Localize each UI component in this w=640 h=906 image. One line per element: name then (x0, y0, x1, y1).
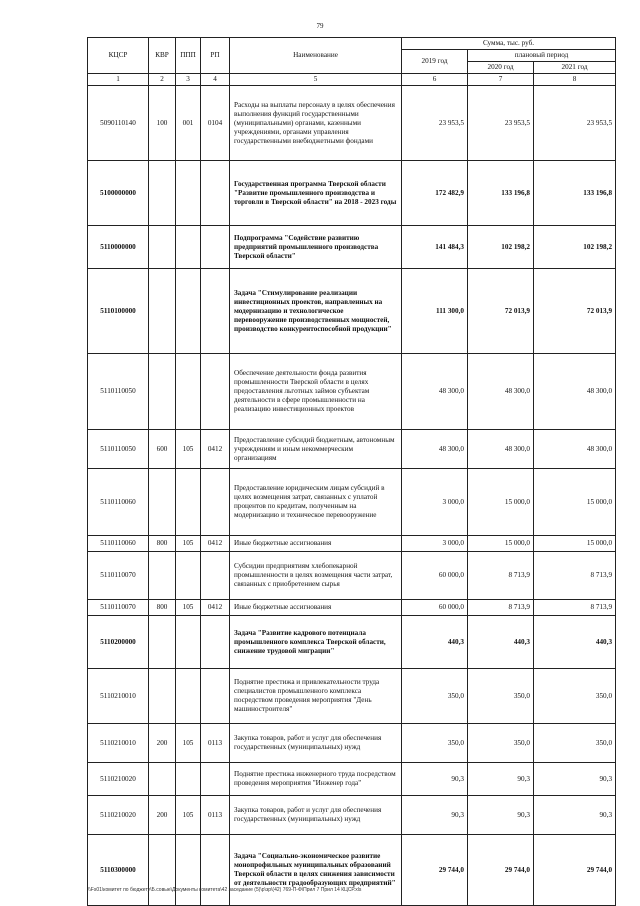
name-cell: Государственная программа Тверской области "Развитие промышленного производства и торговли в Тверской области" на 2018 - 2023 годы (230, 161, 402, 226)
name-cell: Иные бюджетные ассигнования (230, 600, 402, 616)
value-2021-cell: 102 198,2 (534, 226, 616, 269)
name-cell: Предоставление юридическим лицам субсидий в целях возмещения затрат, связанных с уплатой процентов по кредитам, полученным на модернизацию и техническое перевооружение (230, 469, 402, 536)
col-num: 2 (149, 74, 176, 86)
rp-cell (201, 469, 230, 536)
value-2021-cell: 440,3 (534, 616, 616, 669)
kcsr-cell: 5110110070 (88, 552, 149, 600)
value-2019-cell: 60 000,0 (402, 600, 468, 616)
value-2021-cell: 23 953,5 (534, 86, 616, 161)
kcsr-cell: 5110110060 (88, 536, 149, 552)
value-2019-cell: 440,3 (402, 616, 468, 669)
kvr-cell: 600 (149, 430, 176, 469)
value-2020-cell: 48 300,0 (468, 430, 534, 469)
name-cell: Обеспечение деятельности фонда развития промышленности Тверской области в целях предоставления льготных займов субъектам деятельности в сфере промышленности на реализацию инвестиционных проектов (230, 354, 402, 430)
value-2020-cell: 350,0 (468, 724, 534, 763)
col-num: 4 (201, 74, 230, 86)
value-2021-cell: 90,3 (534, 796, 616, 835)
name-cell: Иные бюджетные ассигнования (230, 536, 402, 552)
col-num: 1 (88, 74, 149, 86)
value-2019-cell: 60 000,0 (402, 552, 468, 600)
name-cell: Предоставление субсидий бюджетным, автономным учреждениям и иным некоммерческим организациям (230, 430, 402, 469)
name-cell: Подпрограмма "Содействие развитию предприятий промышленного производства Тверской области" (230, 226, 402, 269)
rp-cell (201, 835, 230, 906)
col-num: 6 (402, 74, 468, 86)
table-row (88, 161, 616, 226)
name-cell: Поднятие престижа инженерного труда посредством проведения мероприятия "Инженер года" (230, 763, 402, 796)
value-2020-cell: 102 198,2 (468, 226, 534, 269)
value-2020-cell: 350,0 (468, 669, 534, 724)
name-cell: Поднятие престижа и привлекательности труда специалистов промышленного комплекса посредством проведения мероприятия "День машиностроителя" (230, 669, 402, 724)
kcsr-cell: 5090110140 (88, 86, 149, 161)
value-2019-cell: 29 744,0 (402, 835, 468, 906)
value-2020-cell: 29 744,0 (468, 835, 534, 906)
kvr-cell (149, 552, 176, 600)
value-2021-cell: 29 744,0 (534, 835, 616, 906)
value-2020-cell: 8 713,9 (468, 600, 534, 616)
kcsr-cell: 5110110070 (88, 600, 149, 616)
value-2021-cell: 133 196,8 (534, 161, 616, 226)
kcsr-cell: 5110200000 (88, 616, 149, 669)
kvr-cell (149, 269, 176, 354)
col-num: 5 (230, 74, 402, 86)
value-2020-cell: 133 196,8 (468, 161, 534, 226)
kvr-cell: 800 (149, 600, 176, 616)
table-row (88, 796, 616, 835)
kcsr-cell: 5110110050 (88, 354, 149, 430)
kcsr-cell: 5110110050 (88, 430, 149, 469)
rp-cell: 0412 (201, 600, 230, 616)
value-2020-cell: 48 300,0 (468, 354, 534, 430)
kvr-cell (149, 616, 176, 669)
value-2021-cell: 48 300,0 (534, 430, 616, 469)
value-2020-cell: 15 000,0 (468, 469, 534, 536)
ppp-cell (176, 616, 201, 669)
header-rp: РП (201, 38, 230, 74)
kvr-cell (149, 469, 176, 536)
table-row (88, 616, 616, 669)
rp-cell (201, 226, 230, 269)
header-row-1 (88, 38, 616, 50)
kcsr-cell: 5110210020 (88, 796, 149, 835)
value-2021-cell: 15 000,0 (534, 469, 616, 536)
value-2019-cell: 350,0 (402, 724, 468, 763)
value-2019-cell: 350,0 (402, 669, 468, 724)
value-2019-cell: 172 482,9 (402, 161, 468, 226)
file-path-footer: \\Fs01\комитет по бюджету\Б.совые\Документы комитета\42 заседание (5)\р\зр\(42) 769-П-Ф\Прил 7 Прил 14 КЦСР.xls (88, 887, 362, 893)
col-num: 7 (468, 74, 534, 86)
kcsr-cell: 5110100000 (88, 269, 149, 354)
ppp-cell: 105 (176, 724, 201, 763)
header-2019: 2019 год (402, 50, 468, 74)
table-row (88, 226, 616, 269)
value-2021-cell: 350,0 (534, 669, 616, 724)
ppp-cell (176, 226, 201, 269)
value-2020-cell: 23 953,5 (468, 86, 534, 161)
name-cell: Задача "Социально-экономическое развитие монопрофильных муниципальных образований Тверской области в целях снижения зависимости от деятельности градообразующих предприятий" (230, 835, 402, 906)
header-name: Наименование (230, 38, 402, 74)
header-ppp: ППП (176, 38, 201, 74)
page-number: 79 (316, 22, 324, 30)
table-row (88, 835, 616, 906)
ppp-cell (176, 763, 201, 796)
rp-cell: 0113 (201, 796, 230, 835)
value-2021-cell: 15 000,0 (534, 536, 616, 552)
rp-cell: 0104 (201, 86, 230, 161)
rp-cell: 0412 (201, 536, 230, 552)
value-2019-cell: 23 953,5 (402, 86, 468, 161)
ppp-cell: 105 (176, 536, 201, 552)
table-row (88, 269, 616, 354)
header-kvr: КВР (149, 38, 176, 74)
col-num: 8 (534, 74, 616, 86)
header-numbers (88, 74, 616, 86)
kcsr-cell: 5110000000 (88, 226, 149, 269)
rp-cell (201, 552, 230, 600)
ppp-cell (176, 469, 201, 536)
name-cell: Закупка товаров, работ и услуг для обеспечения государственных (муниципальных) нужд (230, 796, 402, 835)
rp-cell: 0412 (201, 430, 230, 469)
kvr-cell: 100 (149, 86, 176, 161)
ppp-cell (176, 669, 201, 724)
name-cell: Субсидии предприятиям хлебопекарной промышленности в целях возмещения части затрат, связанных с приобретением сырья (230, 552, 402, 600)
name-cell: Закупка товаров, работ и услуг для обеспечения государственных (муниципальных) нужд (230, 724, 402, 763)
header-2021: 2021 год (534, 62, 616, 74)
value-2021-cell: 48 300,0 (534, 354, 616, 430)
kvr-cell (149, 669, 176, 724)
value-2019-cell: 48 300,0 (402, 430, 468, 469)
rp-cell (201, 763, 230, 796)
table-row (88, 724, 616, 763)
table-row (88, 763, 616, 796)
header-planned: плановый период (468, 50, 616, 62)
value-2019-cell: 3 000,0 (402, 536, 468, 552)
kcsr-cell: 5110210010 (88, 724, 149, 763)
table-row (88, 469, 616, 536)
kcsr-cell: 5110300000 (88, 835, 149, 906)
header-sum: Сумма, тыс. руб. (402, 38, 616, 50)
kvr-cell (149, 161, 176, 226)
rp-cell (201, 269, 230, 354)
table-row (88, 600, 616, 616)
budget-table (87, 37, 616, 906)
table-row (88, 536, 616, 552)
ppp-cell: 105 (176, 430, 201, 469)
value-2021-cell: 350,0 (534, 724, 616, 763)
ppp-cell (176, 161, 201, 226)
value-2020-cell: 90,3 (468, 763, 534, 796)
ppp-cell (176, 354, 201, 430)
table-row (88, 354, 616, 430)
name-cell: Задача "Стимулирование реализации инвестиционных проектов, направленных на модернизацию и технологическое перевооружение производственных мощностей, производство конкурентоспособной продукции" (230, 269, 402, 354)
kcsr-cell: 5100000000 (88, 161, 149, 226)
table-row (88, 430, 616, 469)
ppp-cell (176, 835, 201, 906)
rp-cell: 0113 (201, 724, 230, 763)
kvr-cell (149, 835, 176, 906)
table-row (88, 552, 616, 600)
kvr-cell (149, 226, 176, 269)
table-row (88, 86, 616, 161)
table-row (88, 669, 616, 724)
rp-cell (201, 669, 230, 724)
kcsr-cell: 5110210020 (88, 763, 149, 796)
header-kcsr: КЦСР (88, 38, 149, 74)
kcsr-cell: 5110210010 (88, 669, 149, 724)
value-2019-cell: 90,3 (402, 763, 468, 796)
kvr-cell: 200 (149, 796, 176, 835)
ppp-cell (176, 552, 201, 600)
ppp-cell: 001 (176, 86, 201, 161)
kvr-cell: 800 (149, 536, 176, 552)
value-2021-cell: 72 013,9 (534, 269, 616, 354)
value-2020-cell: 72 013,9 (468, 269, 534, 354)
value-2021-cell: 90,3 (534, 763, 616, 796)
ppp-cell: 105 (176, 796, 201, 835)
kvr-cell (149, 354, 176, 430)
value-2019-cell: 111 300,0 (402, 269, 468, 354)
value-2020-cell: 440,3 (468, 616, 534, 669)
value-2020-cell: 15 000,0 (468, 536, 534, 552)
value-2021-cell: 8 713,9 (534, 552, 616, 600)
value-2019-cell: 90,3 (402, 796, 468, 835)
ppp-cell: 105 (176, 600, 201, 616)
header-2020: 2020 год (468, 62, 534, 74)
ppp-cell (176, 269, 201, 354)
kvr-cell: 200 (149, 724, 176, 763)
rp-cell (201, 354, 230, 430)
name-cell: Задача "Развитие кадрового потенциала промышленного комплекса Тверской области, снижение трудовой миграции" (230, 616, 402, 669)
value-2019-cell: 48 300,0 (402, 354, 468, 430)
value-2019-cell: 3 000,0 (402, 469, 468, 536)
value-2019-cell: 141 484,3 (402, 226, 468, 269)
kcsr-cell: 5110110060 (88, 469, 149, 536)
kvr-cell (149, 763, 176, 796)
rp-cell (201, 616, 230, 669)
col-num: 3 (176, 74, 201, 86)
value-2020-cell: 90,3 (468, 796, 534, 835)
rp-cell (201, 161, 230, 226)
name-cell: Расходы на выплаты персоналу в целях обеспечения выполнения функций государственными (муниципальными) органами, казенными учреждениями, органами управления государственными внебюджетными фондами (230, 86, 402, 161)
value-2021-cell: 8 713,9 (534, 600, 616, 616)
value-2020-cell: 8 713,9 (468, 552, 534, 600)
